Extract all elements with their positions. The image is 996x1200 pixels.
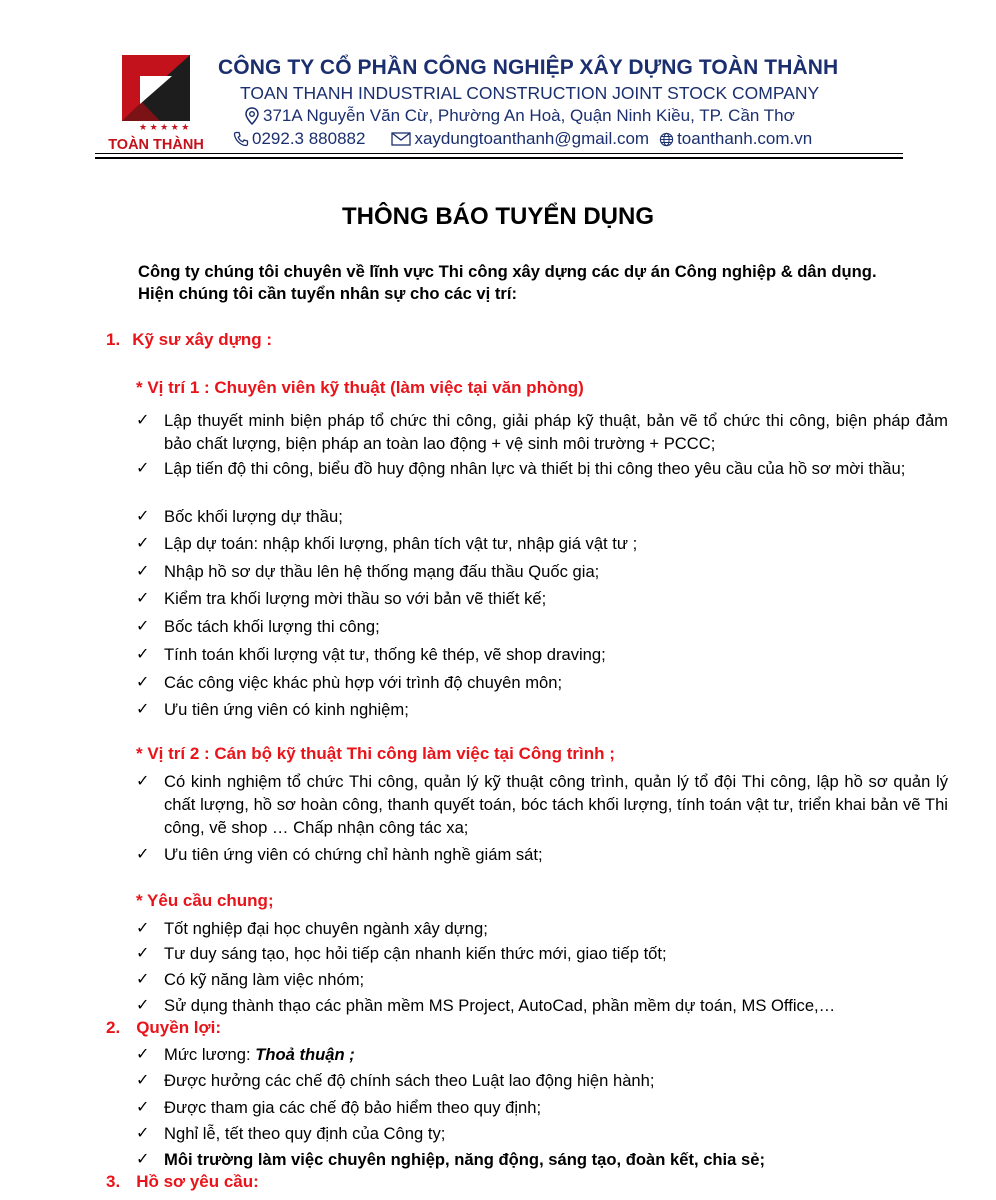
list-item-text: Ưu tiên ứng viên có kinh nghiệm; [164, 700, 409, 719]
check-icon: ✓ [136, 971, 150, 988]
general-requirements-heading: * Yêu cầu chung; [136, 891, 274, 910]
list-item [136, 843, 948, 866]
list-item-text: Bốc tách khối lượng thi công; [164, 617, 380, 636]
list-item-text: Được tham gia các chế độ bảo hiểm theo quy định; [164, 1098, 542, 1117]
check-icon: ✓ [136, 1046, 150, 1063]
header-divider-thin [95, 153, 903, 154]
location-pin-icon [244, 107, 260, 125]
section-number: 3. [106, 1172, 121, 1191]
check-icon: ✓ [136, 535, 150, 552]
company-address [244, 106, 795, 126]
list-item-text: Nghỉ lễ, tết theo quy định của Công ty; [164, 1124, 446, 1143]
check-icon: ✓ [136, 773, 150, 790]
list-item [136, 457, 948, 480]
list-item [136, 1122, 948, 1145]
list-item [136, 615, 948, 638]
header-divider-thick [95, 157, 903, 159]
list-item-text: Được hưởng các chế độ chính sách theo Luật lao động hiện hành; [164, 1071, 655, 1090]
section-2-heading [106, 1018, 221, 1038]
position-2-heading: * Vị trí 2 : Cán bộ kỹ thuật Thi công làm việc tại Công trình ; [136, 744, 615, 763]
email-icon [391, 132, 411, 146]
company-logo [96, 52, 216, 157]
list-item-text: Tốt nghiệp đại học chuyên ngành xây dựng; [164, 919, 488, 938]
list-item-text: Kiểm tra khối lượng mời thầu so với bản vẽ thiết kế; [164, 589, 547, 608]
list-item-text: Tư duy sáng tạo, học hỏi tiếp cận nhanh kiến thức mới, giao tiếp tốt; [164, 944, 667, 963]
check-icon: ✓ [136, 846, 150, 863]
logo-text: TOÀN THÀNH [108, 137, 204, 153]
logo-mark-icon [96, 52, 216, 157]
company-name-en: TOAN THANH INDUSTRIAL CONSTRUCTION JOINT STOCK COMPANY [240, 83, 820, 103]
list-item-text: Ưu tiên ứng viên có chứng chỉ hành nghề giám sát; [164, 845, 543, 864]
check-icon: ✓ [136, 1072, 150, 1089]
list-item-text: Tính toán khối lượng vật tư, thống kê thép, vẽ shop draving; [164, 645, 606, 664]
list-item [136, 994, 948, 1017]
list-item-text: Lập tiến độ thi công, biểu đồ huy động nhân lực và thiết bị thi công theo yêu cầu của hồ sơ mời thầu; [164, 459, 906, 478]
address-text: 371A Nguyễn Văn Cừ, Phường An Hoà, Quận Ninh Kiều, TP. Cần Thơ [263, 106, 795, 125]
list-item [136, 560, 948, 583]
check-icon: ✓ [136, 701, 150, 718]
email-text[interactable]: xaydungtoanthanh@gmail.com [414, 129, 650, 148]
website-text[interactable]: toanthanh.com.vn [677, 129, 813, 148]
list-item [136, 1043, 948, 1066]
salary-label: Mức lương: [164, 1045, 256, 1064]
check-icon: ✓ [136, 945, 150, 962]
section-number: 2. [106, 1018, 121, 1037]
list-item [136, 587, 948, 610]
check-icon: ✓ [136, 412, 150, 429]
svg-text:★ ★ ★ ★ ★: ★ ★ ★ ★ ★ [139, 122, 190, 132]
list-item-text: Có kỹ năng làm việc nhóm; [164, 970, 365, 989]
intro-line-1: Công ty chúng tôi chuyên về lĩnh vực Thi công xây dựng các dự án Công nghiệp & dân dụng. [138, 262, 877, 281]
list-item-text: Lập dự toán: nhập khối lượng, phân tích vật tư, nhập giá vật tư ; [164, 534, 638, 553]
intro-line-2: Hiện chúng tôi cần tuyển nhân sự cho các vị trí: [138, 284, 517, 303]
check-icon: ✓ [136, 1099, 150, 1116]
section-title: Kỹ sư xây dựng : [132, 330, 273, 349]
list-item [136, 409, 948, 455]
list-item [136, 671, 948, 694]
list-item-text: Lập thuyết minh biện pháp tổ chức thi công, giải pháp kỹ thuật, bản vẽ tổ chức thi công, biện pháp đảm bảo chất lượng, biện pháp an toàn lao động + vệ sinh môi trường + PCCC; [164, 411, 948, 453]
list-item-text: Môi trường làm việc chuyên nghiệp, năng động, sáng tạo, đoàn kết, chia sẻ; [164, 1150, 765, 1169]
list-item [136, 505, 948, 528]
list-item-text: Nhập hồ sơ dự thầu lên hệ thống mạng đấu thầu Quốc gia; [164, 562, 600, 581]
section-3-heading [106, 1172, 259, 1192]
list-item [136, 917, 948, 940]
list-item [136, 968, 948, 991]
list-item [136, 770, 948, 839]
list-item-text: Sử dụng thành thạo các phần mềm MS Project, AutoCad, phần mềm dự toán, MS Office,… [164, 996, 836, 1015]
phone-text: 0292.3 880882 [252, 129, 366, 148]
section-1-heading [106, 330, 272, 350]
section-number: 1. [106, 330, 121, 349]
website-group [659, 129, 812, 149]
list-item [136, 698, 948, 721]
check-icon: ✓ [136, 1151, 150, 1168]
phone-icon [233, 131, 249, 147]
salary-value: Thoả thuận ; [255, 1045, 355, 1064]
list-item [136, 643, 948, 666]
list-item-text: Có kinh nghiệm tổ chức Thi công, quản lý kỹ thuật công trình, quản lý tổ đội Thi công, lập hồ sơ quản lý chất lượng, hồ sơ hoàn công, thanh quyết toán, bóc tách khối lượng, tính toán vật tư, triển khai bản vẽ Thi công, vẽ shop … Chấp nhận công tác xa; [164, 772, 948, 837]
list-item [136, 532, 948, 555]
list-item [136, 1069, 948, 1092]
company-name-vn: CÔNG TY CỔ PHẦN CÔNG NGHIỆP XÂY DỰNG TOÀN THÀNH [218, 56, 839, 79]
check-icon: ✓ [136, 997, 150, 1014]
check-icon: ✓ [136, 508, 150, 525]
check-icon: ✓ [136, 618, 150, 635]
check-icon: ✓ [136, 563, 150, 580]
list-item [136, 942, 948, 965]
list-item [136, 1096, 948, 1119]
check-icon: ✓ [136, 674, 150, 691]
page-title: THÔNG BÁO TUYỂN DỤNG [342, 203, 654, 230]
list-item-text: Bốc khối lượng dự thầu; [164, 507, 343, 526]
list-item-text: Các công việc khác phù hợp với trình độ chuyên môn; [164, 673, 563, 692]
check-icon: ✓ [136, 590, 150, 607]
check-icon: ✓ [136, 646, 150, 663]
salary-line [164, 1043, 948, 1066]
position-1-heading: * Vị trí 1 : Chuyên viên kỹ thuật (làm việc tại văn phòng) [136, 378, 584, 397]
check-icon: ✓ [136, 920, 150, 937]
section-title: Quyền lợi: [136, 1018, 222, 1037]
phone-group [233, 129, 365, 149]
check-icon: ✓ [136, 1125, 150, 1142]
check-icon: ✓ [136, 460, 150, 477]
section-title: Hồ sơ yêu cầu: [136, 1172, 259, 1191]
globe-icon [659, 132, 674, 147]
list-item [136, 1148, 948, 1171]
company-contact [233, 129, 812, 149]
email-group [391, 129, 649, 149]
intro-paragraph [138, 261, 958, 305]
